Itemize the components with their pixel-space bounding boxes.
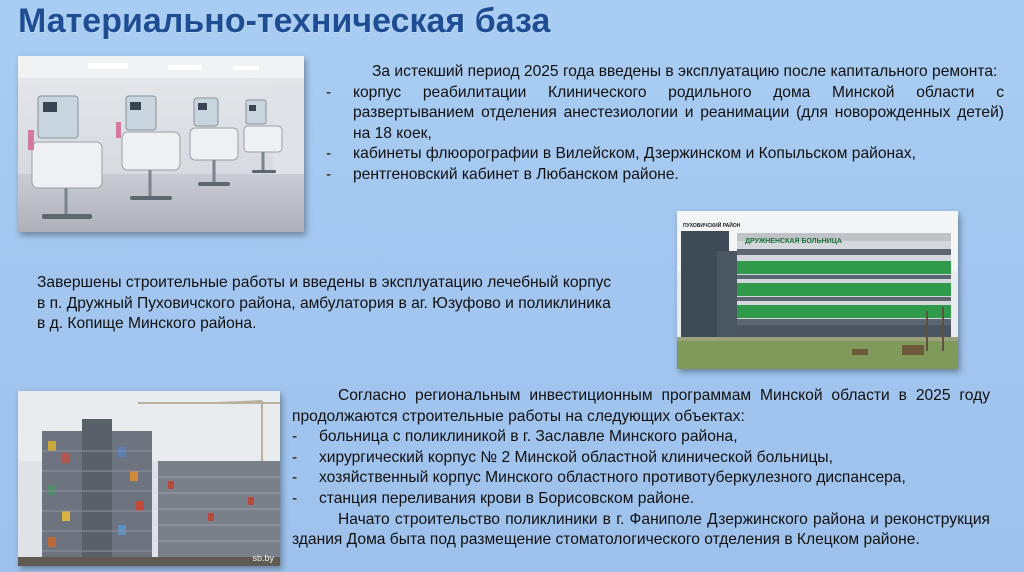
photo-hospital-building xyxy=(677,211,958,369)
list-item: - хозяйственный корпус Минского областного противотуберкулезного диспансера, xyxy=(292,468,990,489)
list-item: - кабинеты флюорографии в Вилейском, Дзержинском и Копыльском районах, xyxy=(326,144,1004,165)
investment-programs-block xyxy=(292,386,990,551)
page-title: Материально-техническая база xyxy=(18,2,551,40)
list-item: - больница с поликлиникой в г. Заславле Минского района, xyxy=(292,427,990,448)
list-item: - хирургический корпус № 2 Минской областной клинической больницы, xyxy=(292,448,990,469)
photo-incubators xyxy=(18,56,304,232)
renovation-intro: За истекший период 2025 года введены в эксплуатацию после капитального ремонта: xyxy=(372,63,998,80)
investment-intro: Согласно региональным инвестиционным программам Минской области в 2025 году продолжаются строительные работы на следующих объектах: xyxy=(292,387,990,425)
hospital-region-sign: ПУХОВИЧСКИЙ РАЙОН xyxy=(683,223,741,229)
list-item: - станция переливания крови в Борисовском районе. xyxy=(292,489,990,510)
list-item: - рентгеновский кабинет в Любанском районе. xyxy=(326,165,1004,186)
renovation-list xyxy=(326,83,1004,186)
investment-list xyxy=(292,427,990,509)
renovation-block xyxy=(326,62,1004,186)
list-item: - корпус реабилитации Клинического родильного дома Минской области с развертыванием отделения анестезиологии и реанимации (для новорожденных детей) на 18 коек, xyxy=(326,83,1004,145)
photo-construction-site xyxy=(18,391,280,566)
hospital-name-sign: ДРУЖНЕНСКАЯ БОЛЬНИЦА xyxy=(745,238,842,245)
investment-closing: Начато строительство поликлиники в г. Фаниполе Дзержинского района и реконструкция здания Дома быта под размещение стоматологического отделения в Клецком районе. xyxy=(292,510,990,549)
completed-construction-block: Завершены строительные работы и введены в эксплуатацию лечебный корпус в п. Дружный Пуховичского района, амбулатория в аг. Юзуфово и поликлиника в д. Копище Минского района. xyxy=(37,274,612,333)
photo-watermark: sb.by xyxy=(252,553,274,563)
